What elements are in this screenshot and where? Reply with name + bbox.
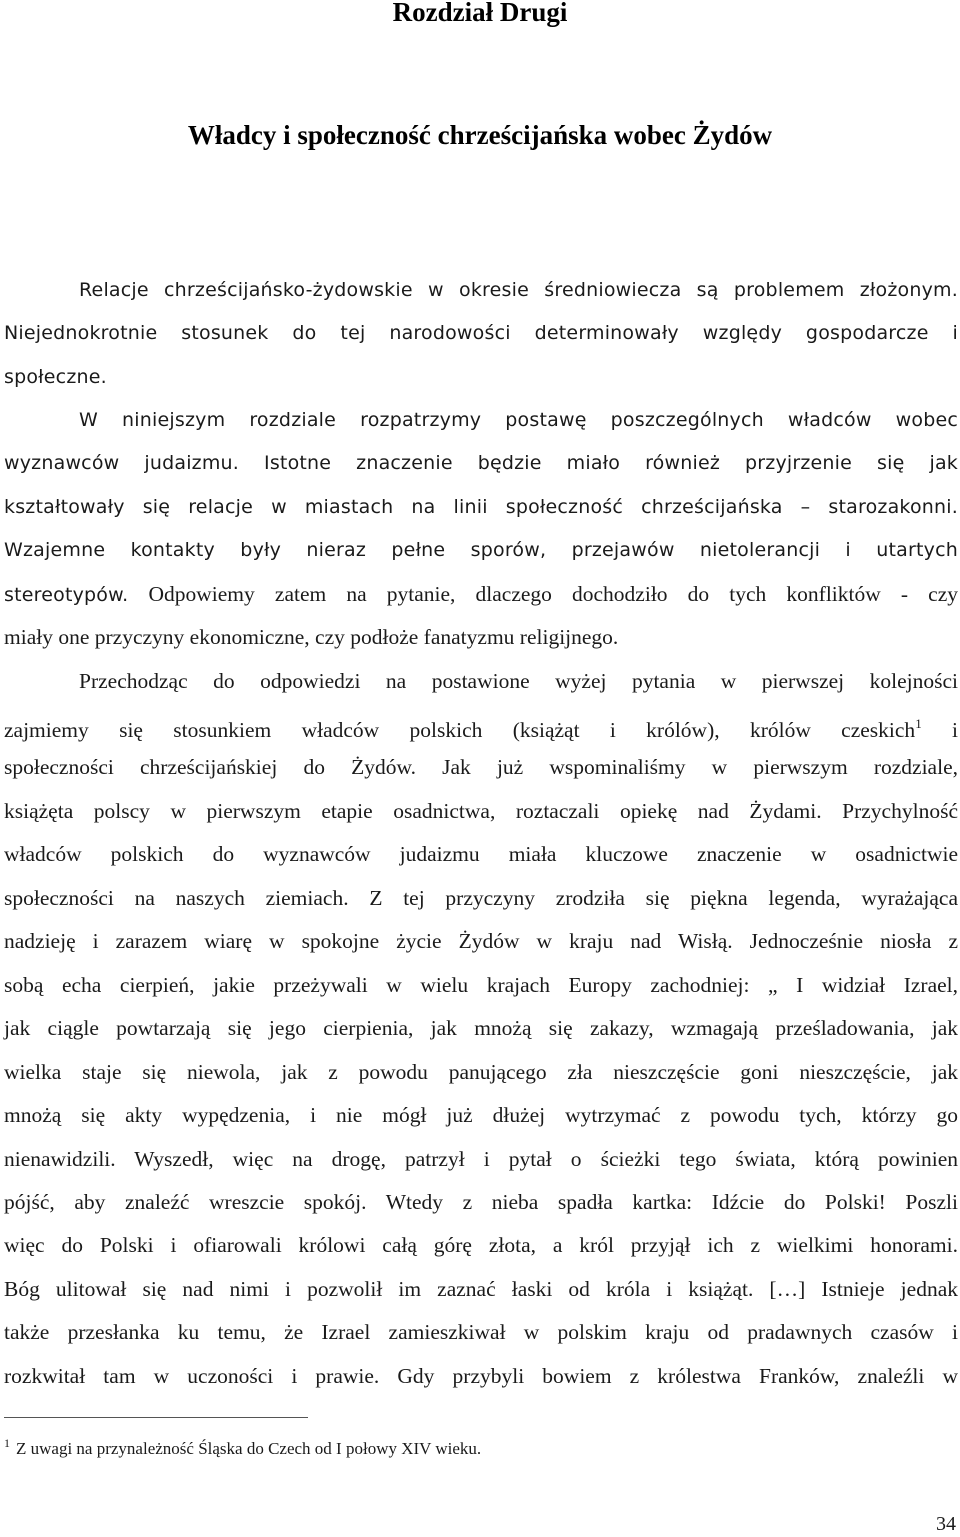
body-line: kształtowały się relacje w miastach na linii społeczność chrześcijańska – starozakonni. bbox=[4, 496, 958, 518]
body-line: sobą echa cierpień, jakie przeżywali w wielu krajach Europy zachodniej: „ I widział Izrael, bbox=[4, 973, 958, 997]
body-line: także przesłanka ku temu, że Izrael zamieszkiwał w polskim kraju od pradawnych czasów i bbox=[4, 1320, 958, 1344]
footnote bbox=[4, 1430, 481, 1462]
body-line: społeczne. bbox=[4, 366, 107, 388]
body-line: społeczności chrześcijańskiej do Żydów. Jak już wspominaliśmy w pierwszym rozdziale, bbox=[4, 755, 958, 779]
body-line: stereotypów. Odpowiemy zatem na pytanie, dlaczego dochodziło do tych konfliktów - czy bbox=[4, 582, 958, 606]
footnote-divider bbox=[4, 1417, 308, 1418]
body-line: społeczności na naszych ziemiach. Z tej przyczyny zrodziła się piękna legenda, wyrażająca bbox=[4, 886, 958, 910]
page-number: 34 bbox=[936, 1513, 956, 1535]
body-line: rozkwitał tam w uczoności i prawie. Gdy przybyli bowiem z królestwa Franków, znaleźli w bbox=[4, 1364, 958, 1388]
body-line: Relacje chrześcijańsko-żydowskie w okresie średniowiecza są problemem złożonym. bbox=[79, 279, 958, 301]
footnote-text: Z uwagi na przynależność Śląska do Czech od I połowy XIV wieku. bbox=[16, 1439, 482, 1458]
body-line: Przechodząc do odpowiedzi na postawione wyżej pytania w pierwszej kolejności bbox=[79, 669, 958, 693]
body-line: mnożą się akty wypędzenia, i nie mógł już dłużej wytrzymać z powodu tych, którzy go bbox=[4, 1103, 958, 1127]
body-line: władców polskich do wyznawców judaizmu miała kluczowe znaczenie w osadnictwie bbox=[4, 842, 958, 866]
body-line: Wzajemne kontakty były nieraz pełne sporów, przejawów nietolerancji i utartych bbox=[4, 539, 958, 561]
body-line: W niniejszym rozdziale rozpatrzymy postawę poszczególnych władców wobec bbox=[79, 409, 958, 431]
chapter-title: Władcy i społeczność chrześcijańska wobec Żydów bbox=[187, 120, 773, 150]
body-line: wyznawców judaizmu. Istotne znaczenie będzie miało również przyjrzenie się jak bbox=[4, 452, 958, 474]
body-line: miały one przyczyny ekonomiczne, czy podłoże fanatyzmu religijnego. bbox=[4, 625, 619, 649]
footnote-number: 1 bbox=[4, 1436, 10, 1450]
chapter-heading: Rozdział Drugi bbox=[392, 0, 568, 27]
body-line: książęta polscy w pierwszym etapie osadnictwa, roztaczali opiekę nad Żydami. Przychylność bbox=[4, 799, 958, 823]
footnote-reference[interactable]: 1 bbox=[915, 716, 922, 731]
body-line: wielka staje się niewola, jak z powodu panującego zła nieszczęście goni nieszczęście, jak bbox=[4, 1060, 958, 1084]
body-line: pójść, aby znaleźć wreszcie spokój. Wtedy z nieba spadła kartka: Idźcie do Polski! Poszli bbox=[4, 1190, 958, 1214]
body-line: nadzieję i zarazem wiarę w spokojne życie Żydów w kraju nad Wisłą. Jednocześnie niosła z bbox=[4, 929, 958, 953]
body-line: Bóg ulitował się nad nimi i pozwolił im zaznać łaski od króla i książąt. […] Istnieje jednak bbox=[4, 1277, 958, 1301]
body-line: zajmiemy się stosunkiem władców polskich (książąt i królów), królów czeskich$^1$ i bbox=[4, 716, 958, 742]
body-line: Niejednokrotnie stosunek do tej narodowości determinowały względy gospodarcze i bbox=[4, 322, 958, 344]
body-line: nienawidzili. Wyszedł, więc na drogę, patrzył i pytał o ścieżki tego świata, którą powinien bbox=[4, 1147, 958, 1171]
body-line: więc do Polski i ofiarowali królowi całą górę złota, a król przyjął ich z wielkimi honorami. bbox=[4, 1233, 958, 1257]
body-line: jak ciągle powtarzają się jego cierpienia, jak mnożą się zakazy, wzmagają prześladowania, jak bbox=[4, 1016, 958, 1040]
